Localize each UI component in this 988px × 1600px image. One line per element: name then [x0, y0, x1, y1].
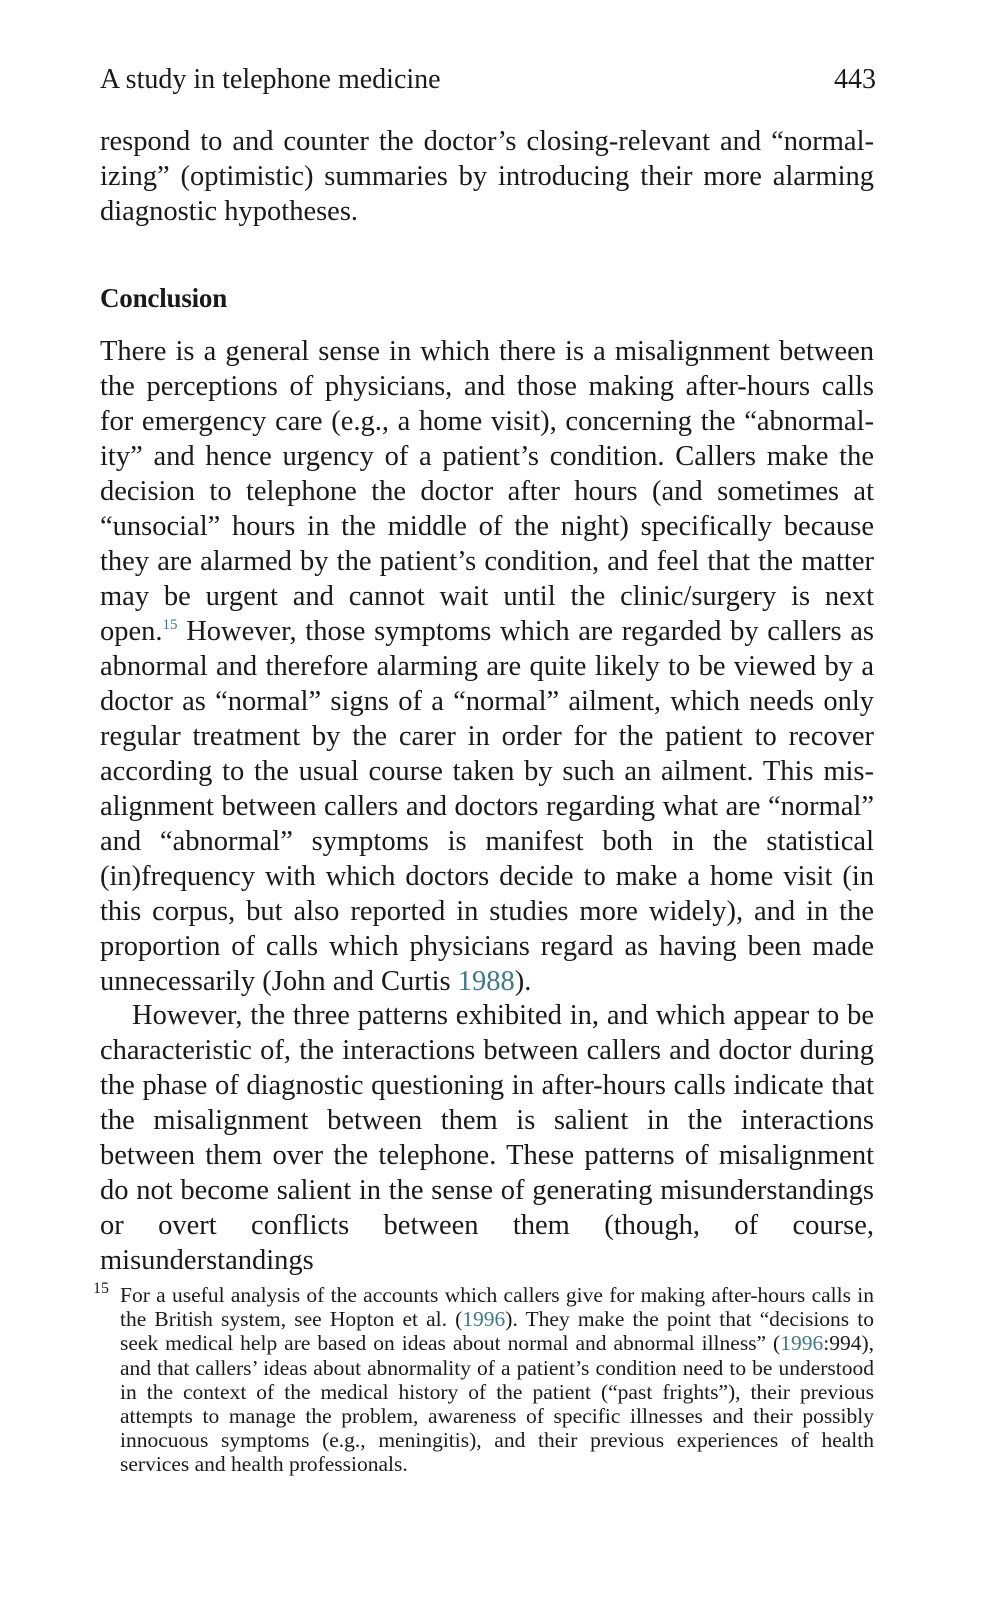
footnote-text-part: :994), and that callers’ ideas about abnormality of a patient’s condition need to be understood in the context of the medical history of the patient (“past frights”), their previous attempts to manage the problem, awareness of specific illnesses and their possibly innocuous symptoms (e.g., meningitis), and their previous experiences of health services and health professionals.: [120, 1331, 874, 1477]
footnote-text-part: ). They make the point that “decisions to seek medical help are based on ideas about normal and abnormal illness” (: [120, 1307, 874, 1356]
page-number: 443: [834, 64, 876, 95]
running-header: [100, 64, 876, 98]
footnote-reference[interactable]: 15: [162, 617, 178, 633]
footnote-text: [120, 1283, 874, 1477]
footnote-text-part: For a useful analysis of the accounts which callers give for making after-hours calls in the British system, see Hopton et al. (: [120, 1283, 874, 1332]
paragraph-text: However, those symptoms which are regarded by callers as abnormal and therefore alarming are quite likely to be viewed by a doctor as “normal” signs of a “normal” ailment, which needs only regular treatment by the carer in order for the patient to recover according to the usual course taken by such an ailment. This misalignment between callers and doctors regarding what are “normal” and “abnormal” symptoms is manifest both in the statistical (in)frequency with which doctors decide to make a home visit (in this corpus, but also reported in studies more widely), and in the proportion of calls which physicians regard as having been made unnecessarily (John and Curtis: [100, 616, 874, 997]
citation-link[interactable]: 1996: [462, 1307, 506, 1332]
footnote: [93, 1280, 874, 1477]
citation-link[interactable]: 1988: [457, 966, 515, 997]
running-title: A study in telephone medicine: [100, 64, 441, 95]
footnote-number: 15: [93, 1280, 109, 1297]
paragraph-continued: respond to and counter the doctor’s closing-relevant and “normalizing” (optimistic) summaries by introducing their more alarming diagnostic hypotheses.: [100, 126, 874, 227]
citation-link[interactable]: 1996: [780, 1331, 824, 1356]
conclusion-paragraph-2: However, the three patterns exhibited in, and which appear to be characteristic of, the interactions between callers and doctor during the phase of diagnostic questioning in after-hours calls indicate that the misalignment between them is salient in the interactions between them over the telephone. These patterns of misalignment do not become salient in the sense of generating misunderstandings or overt conflicts between them (though, of course, misunderstandings: [100, 1000, 874, 1276]
conclusion-paragraph-1: [100, 334, 874, 999]
paragraph-text: There is a general sense in which there is a misalignment between the perceptions of physicians, and those making after-hours calls for emergency care (e.g., a home visit), concerning the “abnormality” and hence urgency of a patient’s condition. Callers make the decision to telephone the doctor after hours (and sometimes at “unsocial” hours in the middle of the night) specifically because they are alarmed by the patient’s condition, and feel that the matter may be urgent and cannot wait until the clinic/surgery is next open.: [100, 336, 874, 647]
section-heading: Conclusion: [100, 283, 228, 313]
paragraph-text: ).: [514, 966, 532, 997]
